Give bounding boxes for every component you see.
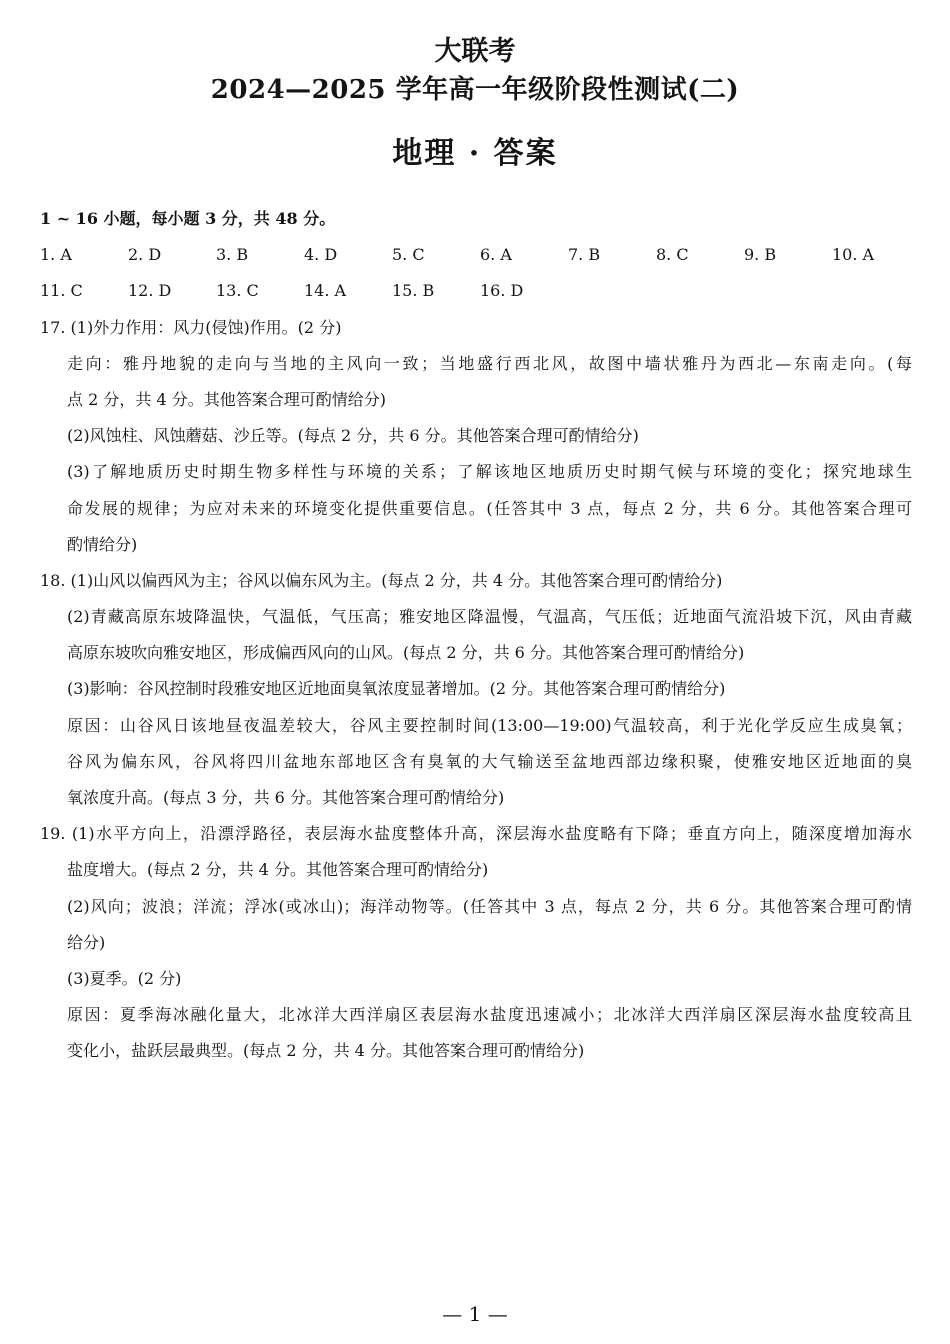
q19-part1-line2: 盐度增大。(每点 2 分，共 4 分。其他答案合理可酌情给分): [67, 860, 489, 880]
mc-answer-10: 10. A: [832, 245, 875, 265]
subject-title: 地理 · 答案: [392, 136, 558, 171]
q17-part3-line1: (3)了解地质历史时期生物多样性与环境的关系；了解该地区地质历史时期气候与环境的变化；探究地球生: [67, 462, 912, 482]
mc-answer-row-1: [40, 237, 912, 273]
q17-part1-direction-line2: 点 2 分，共 4 分。其他答案合理可酌情给分): [67, 389, 386, 409]
mc-answer-1: 1. A: [40, 245, 72, 265]
exam-organizer: 大联考: [434, 36, 516, 67]
mc-answer-8: 8. C: [656, 245, 689, 265]
mc-answer-2: 2. D: [128, 245, 162, 265]
question-18-answer: [40, 563, 912, 816]
mc-answer-13: 13. C: [216, 281, 259, 301]
mc-answer-15: 15. B: [392, 281, 435, 301]
mc-answer-6: 6. A: [480, 245, 512, 265]
mc-answer-5: 5. C: [392, 245, 425, 265]
exam-title: 2024—2025 学年高一年级阶段性测试(二): [210, 75, 740, 105]
question-19-answer: [40, 816, 912, 1069]
q18-part3-reason-line2: 谷风为偏东风，谷风将四川盆地东部地区含有臭氧的大气输送至盆地西部边缘积聚，使雅安地区近地面的臭: [67, 751, 912, 771]
q19-part3-answer: (3)夏季。(2 分): [67, 968, 182, 988]
page-number: — 1 —: [442, 1302, 508, 1326]
q17-part3-line3: 酌情给分): [67, 534, 138, 554]
answer-content: [40, 201, 912, 1070]
q17-part3-line2: 命发展的规律；为应对未来的环境变化提供重要信息。(任答其中 3 点，每点 2 分，共 6 分。其他答案合理可: [67, 498, 912, 518]
q18-part1-answer: 18. (1)山风以偏西风为主；谷风以偏东风为主。(每点 2 分，共 4 分。其他答案合理可酌情给分): [40, 570, 723, 590]
mc-answer-11: 11. C: [40, 281, 83, 301]
mc-answer-16: 16. D: [480, 281, 524, 301]
mc-answer-9: 9. B: [744, 245, 777, 265]
mc-instructions: 1 ~ 16 小题，每小题 3 分，共 48 分。: [40, 209, 336, 228]
exam-header: [0, 34, 950, 110]
mc-answer-3: 3. B: [216, 245, 249, 265]
q18-part2-line1: (2)青藏高原东坡降温快，气温低，气压高；雅安地区降温慢，气温高，气压低；近地面气流沿坡下沉，风由青藏: [67, 607, 912, 627]
q18-part3-reason-line3: 氧浓度升高。(每点 3 分，共 6 分。其他答案合理可酌情给分): [67, 788, 505, 807]
mc-answer-14: 14. A: [304, 281, 347, 301]
question-17-answer: [40, 310, 912, 563]
mc-answer-7: 7. B: [568, 245, 601, 265]
q19-part3-reason-line2: 变化小，盐跃层最典型。(每点 2 分，共 4 分。其他答案合理可酌情给分): [67, 1041, 585, 1061]
q19-part1-line1: 19. (1)水平方向上，沿漂浮路径，表层海水盐度整体升高，深层海水盐度略有下降；垂直方向上，随深度增加海水: [40, 824, 912, 844]
q18-part3-reason-line1: 原因：山谷风日该地昼夜温差较大，谷风主要控制时间(13:00—19:00)气温较高，利于光化学反应生成臭氧；: [67, 715, 912, 735]
q17-part2-answer: (2)风蚀柱、风蚀蘑菇、沙丘等。(每点 2 分，共 6 分。其他答案合理可酌情给分): [67, 426, 639, 446]
q19-part3-reason-line1: 原因：夏季海冰融化量大，北冰洋大西洋扇区表层海水盐度迅速减小；北冰洋大西洋扇区深层海水盐度较高且: [67, 1005, 912, 1025]
mc-answer-row-2: [40, 273, 912, 309]
q19-part2-line2: 给分): [67, 932, 106, 952]
q19-part2-line1: (2)风向；波浪；洋流；浮冰(或冰山)；海洋动物等。(任答其中 3 点，每点 2 分，共 6 分。其他答案合理可酌情: [67, 896, 912, 916]
q18-part2-line2: 高原东坡吹向雅安地区，形成偏西风向的山风。(每点 2 分，共 6 分。其他答案合理可酌情给分): [67, 643, 745, 663]
q17-part1-answer: 17. (1)外力作用：风力(侵蚀)作用。(2 分): [40, 317, 342, 337]
q18-part3-effect: (3)影响：谷风控制时段雅安地区近地面臭氧浓度显著增加。(2 分。其他答案合理可酌情给分): [67, 679, 726, 699]
q17-part1-direction-line1: 走向：雅丹地貌的走向与当地的主风向一致；当地盛行西北风，故图中墙状雅丹为西北—东南走向。(每: [67, 353, 912, 373]
mc-answer-4: 4. D: [304, 245, 338, 265]
mc-answer-12: 12. D: [128, 281, 172, 301]
